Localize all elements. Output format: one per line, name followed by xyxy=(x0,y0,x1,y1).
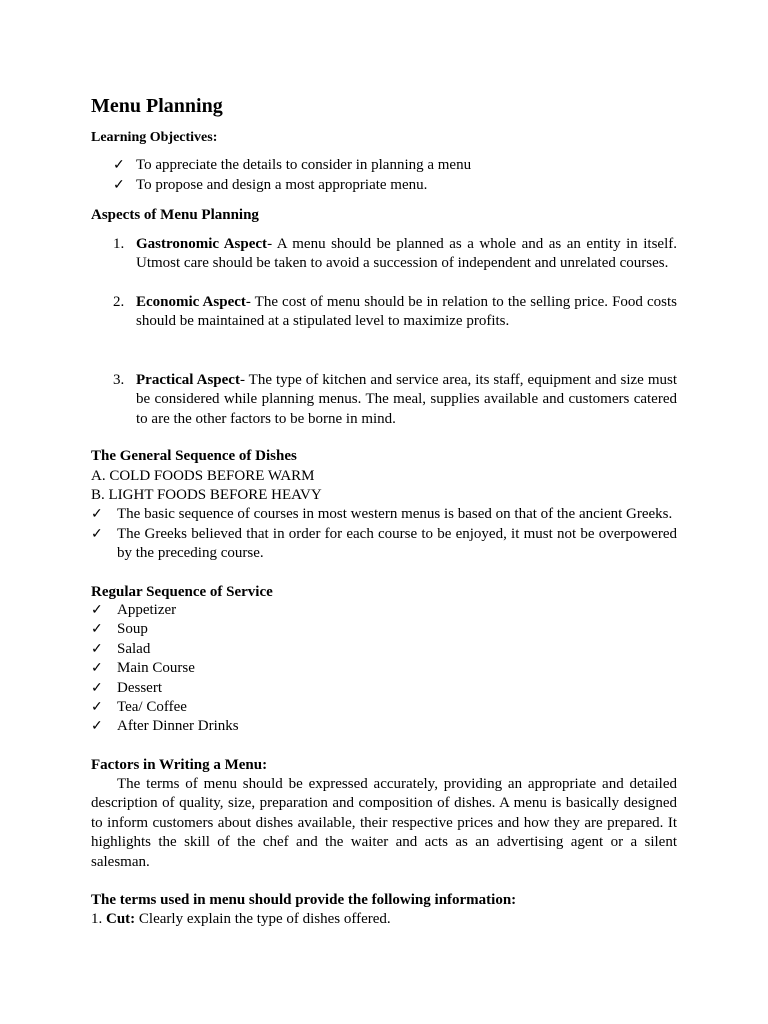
terms-item-text: Clearly explain the type of dishes offered. xyxy=(135,911,391,927)
aspect-item xyxy=(113,235,677,274)
service-item-label: Salad xyxy=(117,640,151,657)
service-item xyxy=(91,620,391,639)
factors-paragraph: The terms of menu should be expressed accurately, providing an appropriate and detailed description of quality, size, preparation and composition of dishes. A menu is basically designed to inform customers about dishes available, their respective prices and how they are prepared. It highlights the skill of the chef and the waiter and acts as an advertising agent or a silent salesman. xyxy=(91,776,677,870)
sequence-bullet-text: The Greeks believed that in order for each course to be enjoyed, it must not be overpowered by the preceding course. xyxy=(117,526,677,562)
general-sequence-heading: The General Sequence of Dishes xyxy=(91,448,297,464)
service-list xyxy=(91,601,391,737)
aspect-number: 1. xyxy=(113,236,125,252)
sequence-bullet xyxy=(91,525,677,564)
service-item xyxy=(91,698,391,717)
aspect-number: 3. xyxy=(113,372,125,388)
terms-heading: The terms used in menu should provide the following information: xyxy=(91,892,517,908)
service-item-label: Main Course xyxy=(117,660,195,677)
service-item-label: Appetizer xyxy=(117,602,177,618)
aspect-paragraph xyxy=(136,235,677,274)
page-title: Menu Planning xyxy=(91,95,223,117)
factors-heading: Factors in Writing a Menu: xyxy=(91,757,268,773)
terms-item xyxy=(91,910,677,929)
learning-objectives-heading: Learning Objectives: xyxy=(91,130,218,145)
check-icon: ✓ xyxy=(91,527,103,542)
check-icon: ✓ xyxy=(113,178,125,193)
terms-item-number: 1. xyxy=(91,911,103,927)
service-item xyxy=(91,640,391,659)
check-icon: ✓ xyxy=(91,622,103,638)
objective-text: To propose and design a most appropriate menu. xyxy=(136,177,428,193)
aspect-item xyxy=(113,371,677,429)
regular-sequence-heading: Regular Sequence of Service xyxy=(91,584,273,600)
aspect-term: Practical Aspect xyxy=(136,372,240,388)
check-icon: ✓ xyxy=(91,699,103,715)
aspect-paragraph xyxy=(136,371,677,429)
service-item-label: Tea/ Coffee xyxy=(117,698,187,715)
aspect-term: Gastronomic Aspect xyxy=(136,236,268,252)
service-item-label: Dessert xyxy=(117,679,162,696)
service-item xyxy=(91,601,391,620)
aspect-number: 2. xyxy=(113,294,125,310)
check-icon: ✓ xyxy=(91,661,103,677)
service-item-label: After Dinner Drinks xyxy=(117,718,239,735)
service-item xyxy=(91,717,391,736)
check-icon: ✓ xyxy=(91,719,103,735)
aspect-text: - The cost of menu should be in relation to the selling price. Food costs should be maintained at a stipulated level to maximize profits. xyxy=(136,294,677,330)
aspect-item xyxy=(113,293,677,332)
check-icon: ✓ xyxy=(91,680,103,696)
service-item xyxy=(91,679,391,698)
sequence-rule: B. LIGHT FOODS BEFORE HEAVY xyxy=(91,487,322,503)
objective-text: To appreciate the details to consider in planning a menu xyxy=(136,157,472,173)
check-icon: ✓ xyxy=(91,641,103,657)
service-item-label: Soup xyxy=(117,621,148,638)
check-icon: ✓ xyxy=(91,603,103,618)
aspect-text: - The type of kitchen and service area, its staff, equipment and size must be considered while planning menus. The meal, supplies available and customers catered to are the other factors to be borne in mind. xyxy=(136,372,677,427)
check-icon: ✓ xyxy=(113,158,125,173)
service-item xyxy=(91,659,391,678)
aspect-paragraph xyxy=(136,293,677,332)
sequence-bullet xyxy=(91,505,677,524)
sequence-rule: A. COLD FOODS BEFORE WARM xyxy=(91,468,315,484)
check-icon: ✓ xyxy=(91,507,103,522)
aspects-heading: Aspects of Menu Planning xyxy=(91,207,259,223)
aspect-term: Economic Aspect xyxy=(136,294,246,310)
aspect-text: - A menu should be planned as a whole and as an entity in itself. Utmost care should be taken to avoid a succession of independent and unrelated courses. xyxy=(136,236,677,272)
terms-item-term: Cut: xyxy=(106,911,136,927)
sequence-bullet-text: The basic sequence of courses in most western menus is based on that of the ancient Greeks. xyxy=(117,506,673,522)
